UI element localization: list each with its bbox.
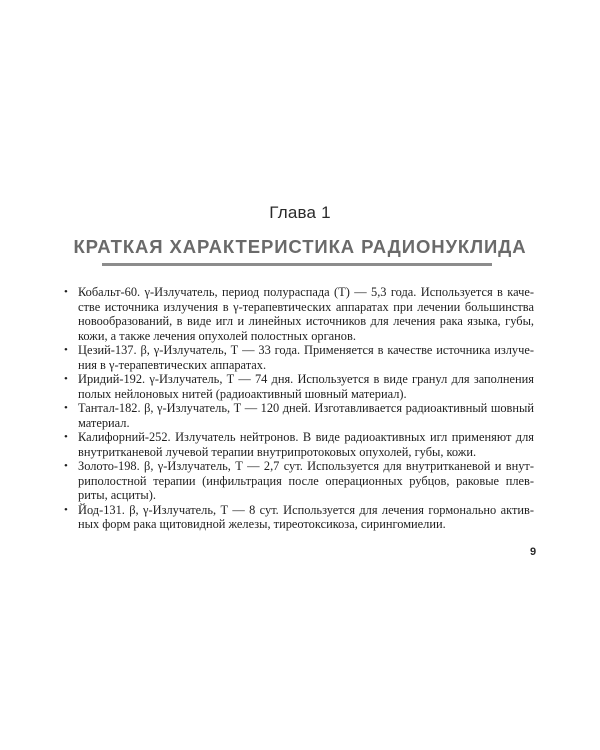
bullet-icon: • bbox=[64, 431, 68, 443]
list-item-text: Золото-198. β, γ-Излучатель, Т — 2,7 сут. Используется для внутритканевой и внутриполостной терапии (инфильтрация после операционных рубцов, раковые плевриты, асциты). bbox=[78, 459, 534, 502]
list-item-text: Калифорний-252. Излучатель нейтронов. В виде радиоактивных игл применяют для внутритканевой лучевой терапии внутрипротоковых опухолей, губы, кожи. bbox=[78, 430, 534, 459]
list-item bbox=[64, 343, 534, 372]
list-item bbox=[64, 285, 534, 343]
list-item bbox=[64, 372, 534, 401]
bullet-icon: • bbox=[64, 460, 68, 472]
bullet-icon: • bbox=[64, 286, 68, 298]
page-number: 9 bbox=[530, 546, 537, 558]
list-item bbox=[64, 430, 534, 459]
bullet-icon: • bbox=[64, 402, 68, 414]
bullet-icon: • bbox=[64, 503, 68, 516]
bullet-icon: • bbox=[64, 373, 68, 385]
list-item-text: Иридий-192. γ-Излучатель, Т — 74 дня. Используется в виде гранул для заполнения полых нейлоновых нитей (радиоактивный шовный материал). bbox=[78, 372, 534, 401]
list-item bbox=[64, 401, 534, 430]
list-item-text: Кобальт-60. γ-Излучатель, период полураспада (Т) — 5,3 года. Используется в качестве источника излучения в γ-терапевтических аппаратах при лечении большинства новообразований, в виде игл и линейных источников для лечения рака языка, губы, кожи, а также лечения опухолей полостных органов. bbox=[78, 285, 534, 343]
list-item-text: Цезий-137. β, γ-Излучатель, Т — 33 года. Применяется в качестве источника излучения в γ-терапевтических аппаратах. bbox=[78, 343, 534, 372]
list-item-text: Тантал-182. β, γ-Излучатель, Т — 120 дней. Изготавливается радиоактивный шовный материал. bbox=[78, 401, 534, 430]
chapter-title: КРАТКАЯ ХАРАКТЕРИСТИКА РАДИОНУКЛИДА bbox=[73, 236, 527, 257]
list-item-text: Йод-131. β, γ-Излучатель, Т — 8 сут. Используется для лечения гормонально активных форм рака щитовидной железы, тиреотоксикоза, сирингомиелии. bbox=[78, 502, 534, 531]
title-underline bbox=[102, 263, 492, 266]
list-item bbox=[64, 459, 534, 503]
chapter-label: Глава 1 bbox=[269, 203, 331, 222]
list-item bbox=[64, 503, 534, 532]
bullet-icon: • bbox=[64, 344, 68, 356]
radionuclide-list bbox=[64, 285, 534, 532]
